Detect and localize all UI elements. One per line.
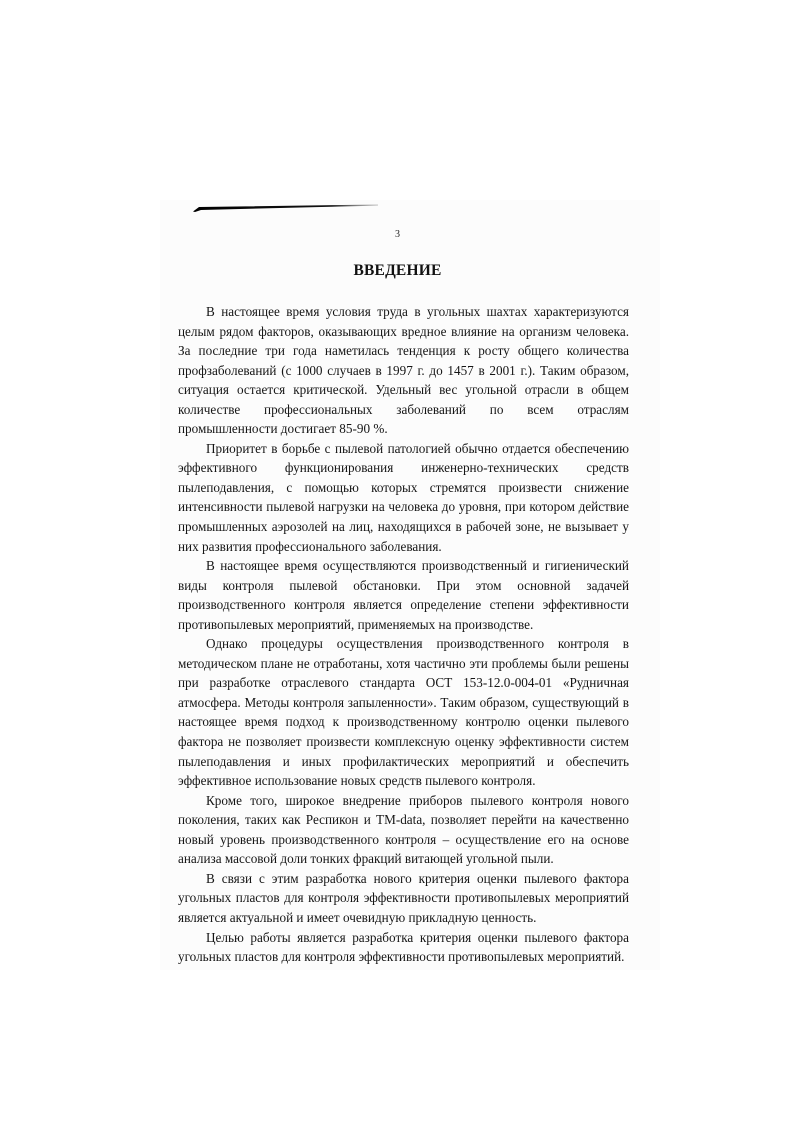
paragraph: В настоящее время осуществляются производственный и гигиенический виды контроля пылевой обстановки. При этом основной задачей производственного контроля является определение степени эффективности противопылевых мероприятий, применяемых на производстве.: [178, 558, 629, 632]
page-number: 3: [395, 229, 400, 240]
scan-artifact-stroke: [193, 204, 378, 212]
paragraph: Однако процедуры осуществления производственного контроля в методическом плане не отработаны, хотя частично эти проблемы были решены при разработке отраслевого стандарта ОСТ 153-12.0-004-01 «Рудничная атмосфера. Методы контроля запыленности». Таким образом, существующий в настоящее время подход к производственному контролю оценки пылевого фактора не позволяет произвести комплексную оценку эффективности систем пылеподавления и иных профилактических мероприятий и обеспечить эффективное использование новых средств пылевого контроля.: [178, 636, 629, 789]
paragraph: В настоящее время условия труда в угольных шахтах характеризуются целым рядом факторов, оказывающих вредное влияние на организм человека. За последние три года наметилась тенденция к росту общего количества профзаболеваний (с 1000 случаев в 1997 г. до 1457 в 2001 г.). Таким образом, ситуация остается критической. Удельный вес угольной отрасли в общем количестве профессиональных заболеваний по всем отраслям промышленности достигает 85-90 %.: [178, 304, 629, 437]
section-title: ВВЕДЕНИЕ: [353, 262, 442, 279]
body-text: [178, 302, 629, 967]
paragraph: В связи с этим разработка нового критерия оценки пылевого фактора угольных пластов для контроля эффективности противопылевых мероприятий является актуальной и имеет очевидную прикладную ценность.: [178, 870, 629, 925]
paragraph: Целью работы является разработка критерия оценки пылевого фактора угольных пластов для контроля эффективности противопылевых мероприятий.: [178, 929, 629, 965]
paragraph: Приоритет в борьбе с пылевой патологией обычно отдается обеспечению эффективного функционирования инженерно-технических средств пылеподавления, с помощью которых стремятся произвести снижение интенсивности пылевой нагрузки на человека до уровня, при котором действие промышленных аэрозолей на лиц, находящихся в рабочей зоне, не вызывает у них развития профессионального заболевания.: [178, 440, 629, 554]
paragraph: Кроме того, широкое внедрение приборов пылевого контроля нового поколения, таких как Респикон и TM-data, позволяет перейти на качественно новый уровень производственного контроля – осуществление его на основе анализа массовой доли тонких фракций витающей угольной пыли.: [178, 792, 629, 867]
